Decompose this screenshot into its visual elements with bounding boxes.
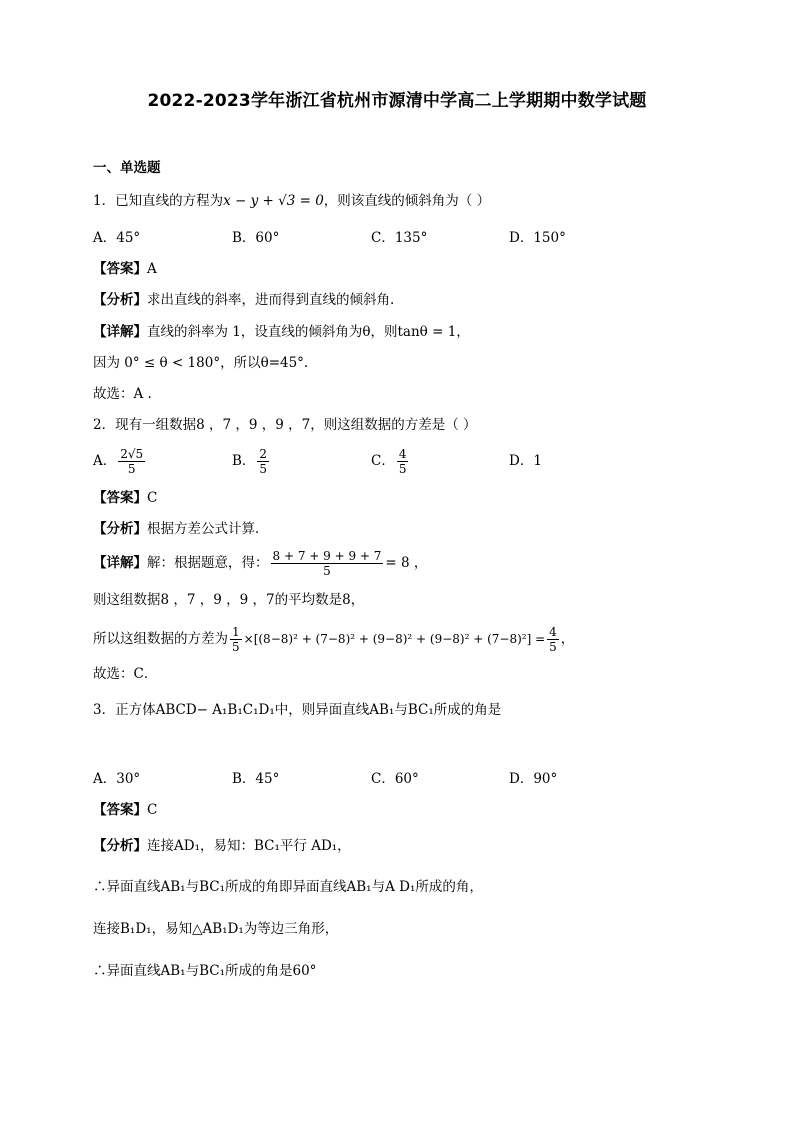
q1-stem	[93, 191, 490, 211]
q2-conclusion: 故选：C．	[93, 666, 158, 682]
q1-detail-line2: 因为 0° ≤ θ < 180°，所以θ=45°.	[93, 355, 309, 371]
q1-answer	[93, 259, 157, 279]
q3-analysis-line4: ∴异面直线AB₁与BC₁所成的角是60°	[93, 963, 317, 979]
fraction-denominator: 5	[259, 462, 268, 476]
q1-option-a: A．45°	[93, 230, 141, 246]
q2-detail	[93, 547, 427, 579]
q2-variance-expr: ×[(8−8)² + (7−8)² + (9−8)² + (9−8)² + (7−8)²] =	[243, 632, 546, 646]
fraction-numerator: 2√5	[120, 447, 144, 461]
fraction-numerator: 2	[259, 447, 268, 461]
q2-option-a-label: A．	[93, 453, 117, 469]
q2-option-a-fraction	[118, 447, 145, 476]
q3-option-a: A．30°	[93, 771, 141, 787]
q1-stem-a: 1．已知直线的方程为	[93, 193, 224, 209]
q2-analysis-text: 根据方差公式计算．	[147, 521, 269, 537]
analysis-tag: 【分析】	[93, 521, 147, 537]
q1-option-b: B．60°	[232, 230, 280, 246]
q3-option-c: C．60°	[371, 771, 419, 787]
q3-analysis-text: 连接AD₁，易知：BC₁平行 AD₁，	[147, 838, 351, 854]
detail-tag: 【详解】	[93, 555, 147, 571]
q1-analysis	[93, 290, 394, 310]
fraction-numerator: 4	[398, 447, 407, 461]
q2-mean-fraction	[271, 549, 384, 578]
q3-option-b: B．45°	[232, 771, 280, 787]
q2-variance-coef	[230, 625, 242, 654]
q1-option-d: D．150°	[509, 230, 566, 246]
q2-variance-prefix: 所以这组数据的方差为	[93, 631, 228, 647]
answer-tag: 【答案】	[93, 802, 147, 818]
q1-detail	[93, 322, 470, 342]
page-title: 2022-2023学年浙江省杭州市源清中学高二上学期期中数学试题	[147, 91, 647, 111]
analysis-tag: 【分析】	[93, 292, 147, 308]
q2-detail-prefix: 解：根据题意，得：	[147, 555, 269, 571]
q2-answer-value: C	[147, 490, 158, 506]
q1-equation: x − y + √3 = 0	[223, 193, 324, 209]
q2-answer	[93, 488, 157, 508]
q3-analysis	[93, 836, 351, 856]
q3-answer-value: C	[147, 802, 158, 818]
q1-detail-text: 直线的斜率为 1，设直线的倾斜角为θ，则tanθ = 1，	[147, 324, 470, 340]
fraction-numerator: 8 + 7 + 9 + 9 + 7	[272, 549, 382, 563]
q2-analysis	[93, 519, 269, 539]
q2-option-b	[232, 446, 271, 476]
q1-analysis-text: 求出直线的斜率，进而得到直线的倾斜角.	[147, 292, 395, 308]
q2-variance-tail: ，	[560, 631, 575, 647]
q1-conclusion: 故选：A .	[93, 386, 152, 402]
fraction-denominator: 5	[127, 462, 136, 476]
q1-stem-b: ，则该直线的倾斜角为（ ）	[323, 193, 491, 209]
analysis-tag: 【分析】	[93, 838, 147, 854]
section-heading: 一、单选题	[93, 160, 161, 176]
q2-stem: 2．现有一组数据8 ，7 ，9 ，9 ，7，则这组数据的方差是（ ）	[93, 417, 477, 433]
q2-option-c	[371, 446, 410, 476]
q3-option-d: D．90°	[509, 771, 558, 787]
q1-option-c: C．135°	[371, 230, 428, 246]
q2-option-b-fraction	[257, 447, 269, 476]
fraction-denominator: 5	[232, 640, 240, 654]
q1-answer-value: A	[147, 261, 157, 277]
answer-tag: 【答案】	[93, 261, 147, 277]
q2-option-a	[93, 446, 147, 476]
detail-tag: 【详解】	[93, 324, 147, 340]
q2-option-c-label: C．	[371, 453, 395, 469]
q2-option-d: D．1	[509, 453, 542, 469]
fraction-denominator: 5	[323, 564, 331, 578]
answer-tag: 【答案】	[93, 490, 147, 506]
fraction-denominator: 5	[398, 462, 407, 476]
fraction-numerator: 4	[549, 625, 557, 639]
q3-analysis-line2: ∴异面直线AB₁与BC₁所成的角即异面直线AB₁与A D₁所成的角，	[93, 879, 483, 895]
q2-option-b-label: B．	[232, 453, 256, 469]
q2-mean-result: = 8 ，	[385, 555, 428, 571]
q2-detail-line2: 则这组数据8 ，7 ，9 ，9 ，7的平均数是8，	[93, 592, 365, 608]
q2-variance	[93, 622, 574, 656]
fraction-denominator: 5	[549, 640, 557, 654]
q3-analysis-line3: 连接B₁D₁，易知△AB₁D₁为等边三角形，	[93, 921, 339, 937]
q3-stem: 3．正方体ABCD− A₁B₁C₁D₁中，则异面直线AB₁与BC₁所成的角是	[93, 702, 502, 718]
q3-answer	[93, 800, 157, 820]
q2-option-c-fraction	[397, 447, 409, 476]
q2-variance-result	[547, 625, 559, 654]
fraction-numerator: 1	[232, 625, 240, 639]
